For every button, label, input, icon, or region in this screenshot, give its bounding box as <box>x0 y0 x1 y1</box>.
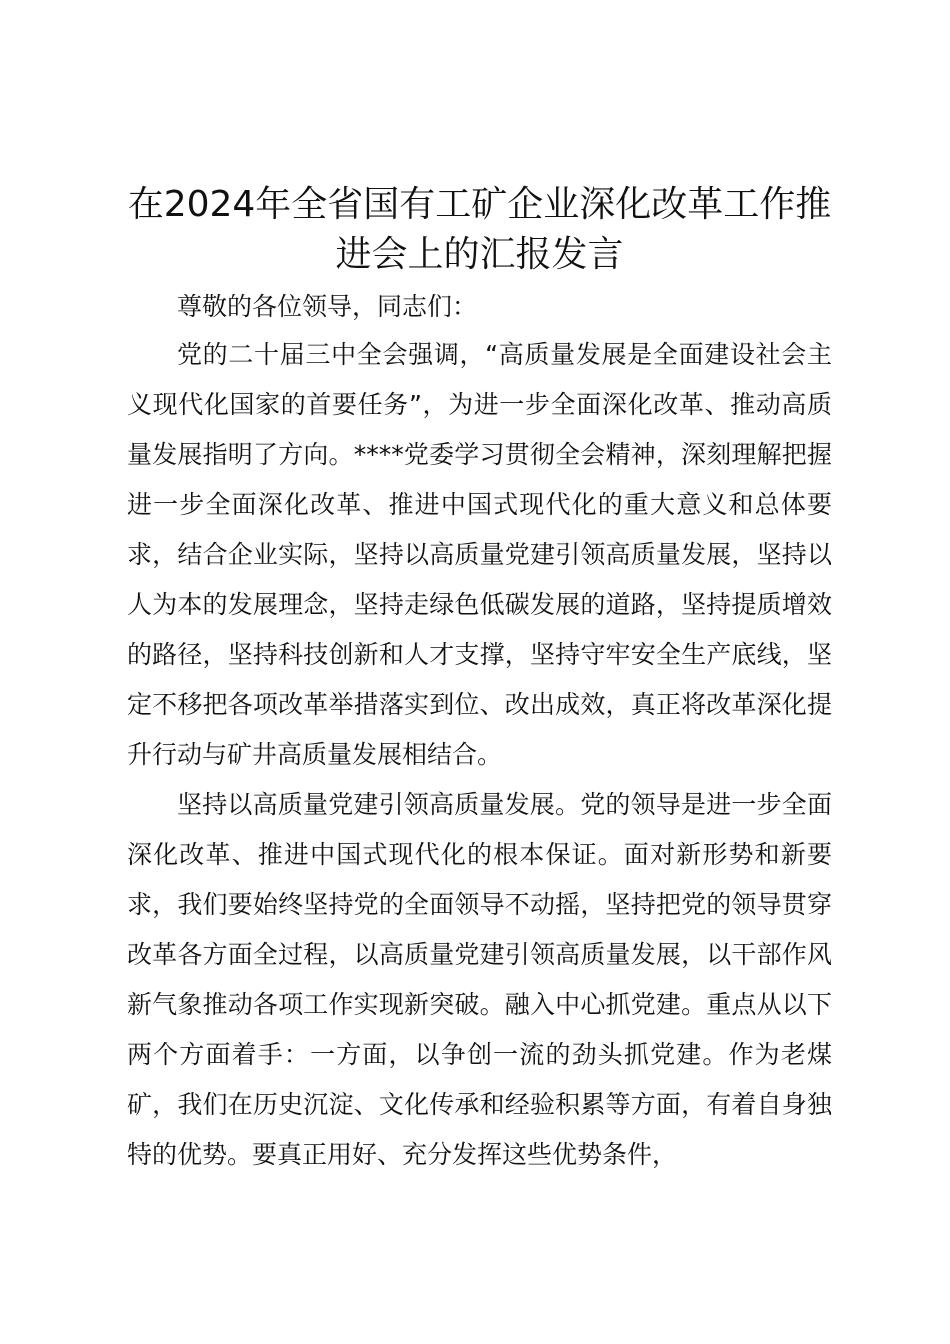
document-body <box>127 330 832 1180</box>
document-title: 在2024年全省国有工矿企业深化改革工作推进会上的汇报发言 <box>127 184 832 275</box>
salutation: 尊敬的各位领导，同志们： <box>177 292 478 321</box>
paragraph-1: 党的二十届三中全会强调，“高质量发展是全面建设社会主义现代化国家的首要任务”，为进一步全面深化改革、推动高质量发展指明了方向。****党委学习贯彻全会精神，深刻理解把握进一步全面深化改革、推进中国式现代化的重大意义和总体要求，结合企业实际，坚持以高质量党建引领高质量发展，坚持以人为本的发展理念，坚持走绿色低碳发展的道路，坚持提质增效的路径，坚持科技创新和人才支撑，坚持守牢安全生产底线，坚定不移把各项改革举措落实到位、改出成效，真正将改革深化提升行动与矿井高质量发展相结合。 <box>127 340 832 769</box>
document-page <box>127 180 832 1180</box>
paragraph-2: 坚持以高质量党建引领高质量发展。党的领导是进一步全面深化改革、推进中国式现代化的根本保证。面对新形势和新要求，我们要始终坚持党的全面领导不动摇，坚持把党的领导贯穿改革各方面全过程，以高质量党建引领高质量发展，以干部作风新气象推动各项工作实现新突破。融入中心抓党建。重点从以下两个方面着手：一方面，以争创一流的劲头抓党建。作为老煤矿，我们在历史沉淀、文化传承和经验积累等方面，有着自身独特的优势。要真正用好、充分发挥这些优势条件， <box>127 790 832 1169</box>
